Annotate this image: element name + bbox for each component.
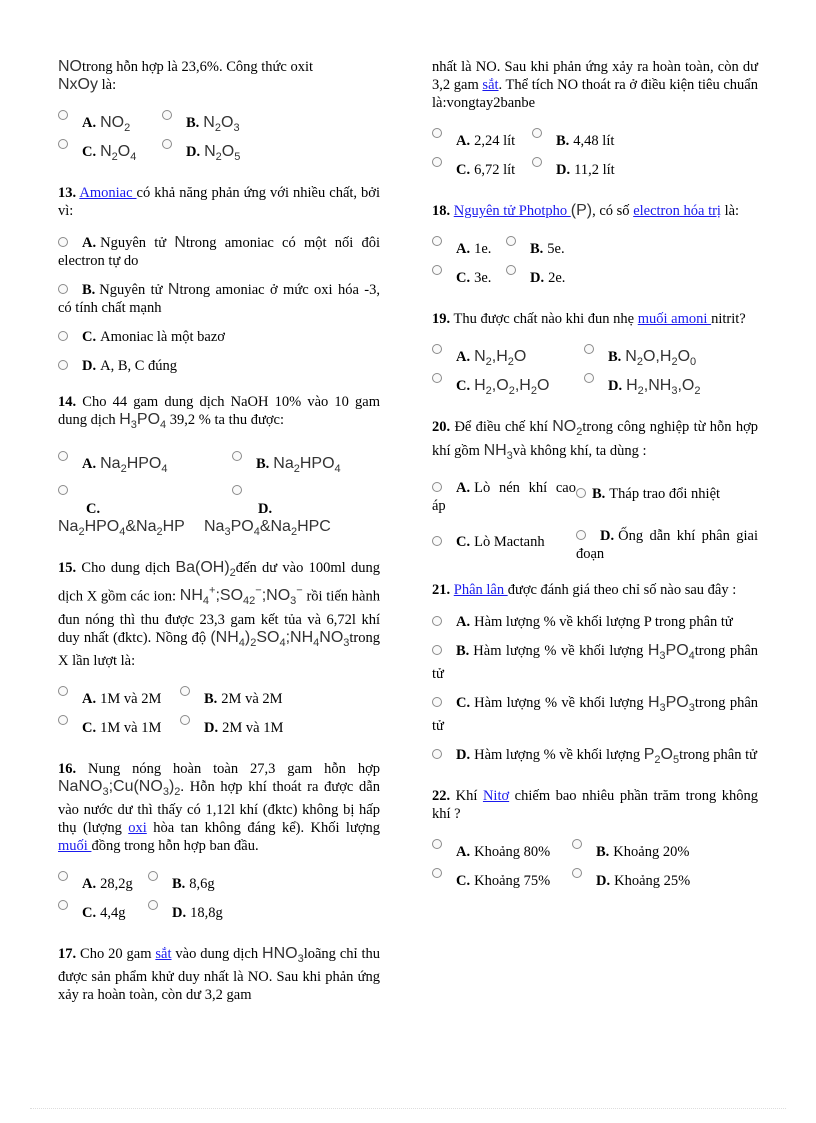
option-a[interactable]: A. $NO_2$ bbox=[58, 108, 162, 137]
radio-button[interactable] bbox=[180, 715, 190, 725]
option-b[interactable]: B. 8,6g bbox=[148, 869, 215, 893]
link-photpho[interactable]: Photpho bbox=[518, 203, 571, 219]
radio-button[interactable] bbox=[432, 236, 442, 246]
question-15: 15. Cho dung dịch $Ba(OH)_2đến$ dư vào 100ml dung dịch X gồm các ion: $NH_4^+;SO_{42}^-;NO_3^-$ rồi tiến hành đun nóng thì thu được 23,3 gam kết tủa và 6,72l khí duy nhất (đktc). Nồng độ $(NH_4)_2SO_4;NH_4NO_3trong$ X lần lượt là: bbox=[58, 558, 380, 669]
radio-button[interactable] bbox=[432, 344, 442, 354]
option-a[interactable]: A. $Na_2HPO_4$ bbox=[58, 449, 232, 478]
question-14: 14. Cho 44 gam dung dịch NaOH 10% vào 10 gam dung dịch $H_3PO_4$ 39,2 % ta thu được: bbox=[58, 394, 381, 432]
option-c[interactable]: C. 6,72 lít bbox=[432, 155, 532, 179]
option-a[interactable]: A. Lò nén khí cao áp bbox=[432, 479, 576, 514]
question-16: 16. Nung nóng hoàn toàn 27,3 gam hỗn hợp $NaNO_3;Cu(NO_3)_2$. Hỗn hợp khí thoát ra được dẫn vào nước dư thì thấy có 1,12l khí (đktc) không bị hấp thụ (lượng oxi hòa tan không đáng kể). Khối lượng muối đồng trong hỗn hợp ban đầu. bbox=[58, 760, 380, 855]
link-nguyen-tu[interactable]: Nguyên tử bbox=[453, 203, 519, 219]
option-d[interactable]: D. Hàm lượng % về khối lượng $P_2O_5trong$ phân tử bbox=[432, 746, 758, 769]
link-sat[interactable]: sắt bbox=[482, 77, 499, 93]
option-b[interactable]: B. $Na_2HPO_4$ bbox=[232, 449, 341, 478]
radio-button[interactable] bbox=[58, 331, 68, 341]
question-12-continuation: NOtrong hỗn hợp là 23,6%. Công thức oxit NxOy là: bbox=[58, 58, 313, 93]
link-phan-lan[interactable]: Phân lân bbox=[453, 581, 508, 598]
option-d[interactable]: D. $Na_3PO_4\&Na_2HPC$ bbox=[232, 482, 331, 541]
option-d[interactable]: D. 11,2 lít bbox=[532, 155, 615, 179]
radio-button[interactable] bbox=[58, 284, 68, 294]
question-17-part2: nhất là NO. Sau khi phản ứng xảy ra hoàn toàn, còn dư 3,2 gam sắt. Thể tích NO thoát ra ở điều kiện tiêu chuẩn là:vongtay2banbe bbox=[432, 59, 758, 111]
question-19-options bbox=[432, 342, 758, 400]
link-oxi[interactable]: oxi bbox=[128, 820, 147, 837]
question-17-options bbox=[432, 126, 758, 184]
question-18-options bbox=[432, 234, 758, 292]
question-17-part1: 17. Cho 20 gam sắt vào dung dịch $HNO_3loãng$ chỉ thu được sản phẩm khử duy nhất là NO. Sau khi phản ứng xảy ra hoàn toàn, còn dư 3,2 gam bbox=[58, 945, 380, 1004]
link-muoi-amoni[interactable]: muối amoni bbox=[637, 311, 712, 327]
option-c[interactable]: C. Khoảng 75% bbox=[432, 866, 572, 890]
option-b[interactable]: B. Tháp trao đổi nhiệt bbox=[576, 479, 720, 515]
formula: NO bbox=[58, 58, 82, 75]
radio-button[interactable] bbox=[572, 839, 582, 849]
question-13: 13. Amoniac có khả năng phản ứng với nhiều chất, bởi vì: bbox=[58, 185, 381, 220]
question-20-options bbox=[432, 479, 758, 563]
radio-button[interactable] bbox=[432, 373, 442, 383]
option-c[interactable]: C. Hàm lượng % về khối lượng $H_3PO_3trong$ phân tử bbox=[432, 693, 758, 735]
radio-button[interactable] bbox=[162, 139, 172, 149]
link-sat[interactable]: sắt bbox=[155, 946, 172, 963]
option-c[interactable]: C. Amoniac là một bazơ bbox=[58, 328, 380, 346]
option-d[interactable]: D. $H_2,NH_3,O_2$ bbox=[584, 371, 701, 400]
option-c[interactable]: C. $N_2O_4$ bbox=[58, 137, 162, 166]
radio-button[interactable] bbox=[58, 110, 68, 120]
option-a[interactable]: A. Nguyên tử Ntrong amoniac có một nối đôi electron tự do bbox=[58, 234, 380, 270]
radio-button[interactable] bbox=[584, 373, 594, 383]
question-20: 20. Để điều chế khí $NO_2trong$ công nghiệp từ hỗn hợp khí gồm $NH_3và$ không khí, ta dùng : bbox=[432, 418, 759, 462]
link-amoniac[interactable]: Amoniac bbox=[79, 185, 137, 202]
radio-button[interactable] bbox=[58, 715, 68, 725]
radio-button[interactable] bbox=[432, 697, 442, 707]
radio-button[interactable] bbox=[532, 157, 542, 167]
page-bottom-divider bbox=[30, 1108, 786, 1109]
question-21: 21. Phân lân được đánh giá theo chỉ số nào sau đây : bbox=[432, 581, 737, 598]
radio-button[interactable] bbox=[432, 839, 442, 849]
radio-button[interactable] bbox=[576, 488, 586, 498]
formula: NxOy bbox=[58, 76, 98, 93]
question-14-options bbox=[58, 449, 380, 541]
radio-button[interactable] bbox=[432, 265, 442, 275]
option-a[interactable]: A. Khoảng 80% bbox=[432, 837, 572, 861]
radio-button[interactable] bbox=[162, 110, 172, 120]
option-d[interactable]: D. $N_2O_5$ bbox=[162, 137, 240, 166]
radio-button[interactable] bbox=[532, 128, 542, 138]
option-a[interactable]: A. $N_2,H_2O$ bbox=[432, 342, 584, 371]
radio-button[interactable] bbox=[58, 871, 68, 881]
radio-button[interactable] bbox=[432, 536, 442, 546]
question-21-options bbox=[432, 613, 758, 770]
option-a[interactable]: A. 28,2g bbox=[58, 869, 148, 893]
radio-button[interactable] bbox=[432, 128, 442, 138]
radio-button[interactable] bbox=[432, 868, 442, 878]
option-b[interactable]: B. 4,48 lít bbox=[532, 126, 614, 150]
radio-button[interactable] bbox=[58, 900, 68, 910]
question-13-options bbox=[58, 234, 380, 375]
radio-button[interactable] bbox=[180, 686, 190, 696]
option-d[interactable]: D. 2M và 1M bbox=[180, 713, 283, 737]
link-electron-hoa-tri[interactable]: electron hóa trị bbox=[633, 203, 721, 219]
question-22: 22. Khí Nitơ chiếm bao nhiêu phần trăm trong không khí ? bbox=[432, 788, 759, 823]
option-a[interactable]: A. Hàm lượng % về khối lượng P trong phân tử bbox=[432, 613, 758, 631]
radio-button[interactable] bbox=[58, 485, 68, 495]
radio-button[interactable] bbox=[432, 157, 442, 167]
option-b[interactable]: B. $N_2O,H_2O_0$ bbox=[584, 342, 696, 371]
radio-button[interactable] bbox=[506, 236, 516, 246]
option-c[interactable]: C. 3e. bbox=[432, 263, 506, 287]
left-column bbox=[58, 58, 381, 1004]
option-c[interactable]: C. 4,4g bbox=[58, 898, 148, 922]
radio-button[interactable] bbox=[148, 871, 158, 881]
option-c[interactable]: C. Lò Mactanh bbox=[432, 527, 576, 563]
option-d[interactable]: D. 2e. bbox=[506, 263, 565, 287]
option-d[interactable]: D. Ống dẫn khí phân giai đoạn bbox=[576, 527, 758, 562]
link-muoi[interactable]: muối bbox=[58, 838, 92, 855]
radio-button[interactable] bbox=[432, 482, 442, 492]
option-b[interactable]: B. 2M và 2M bbox=[180, 684, 283, 708]
radio-button[interactable] bbox=[432, 749, 442, 759]
radio-button[interactable] bbox=[148, 900, 158, 910]
option-d[interactable]: D. 18,8g bbox=[148, 898, 223, 922]
radio-button[interactable] bbox=[232, 451, 242, 461]
radio-button[interactable] bbox=[572, 868, 582, 878]
radio-button[interactable] bbox=[232, 485, 242, 495]
option-c[interactable]: C. $Na_2HPO_4\&Na_2HP$ bbox=[58, 482, 232, 541]
radio-button[interactable] bbox=[584, 344, 594, 354]
radio-button[interactable] bbox=[432, 616, 442, 626]
question-15-options bbox=[58, 684, 380, 742]
right-column bbox=[432, 58, 758, 913]
option-a[interactable]: A. 1e. bbox=[432, 234, 506, 258]
link-nito[interactable]: Nitơ bbox=[482, 788, 510, 805]
option-c[interactable]: C. $H_2,O_2,H_2O$ bbox=[432, 371, 584, 400]
radio-button[interactable] bbox=[58, 360, 68, 370]
question-12-options bbox=[58, 108, 380, 166]
question-22-options bbox=[432, 837, 758, 895]
option-b[interactable]: B. $N_2O_3$ bbox=[162, 108, 240, 137]
radio-button[interactable] bbox=[576, 530, 586, 540]
option-d[interactable]: D. A, B, C đúng bbox=[58, 357, 380, 375]
option-a[interactable]: A. 1M và 2M bbox=[58, 684, 180, 708]
radio-button[interactable] bbox=[58, 686, 68, 696]
question-16-options bbox=[58, 869, 380, 927]
option-b[interactable]: B. Khoảng 20% bbox=[572, 837, 689, 861]
radio-button[interactable] bbox=[506, 265, 516, 275]
question-18: 18. Nguyên tử Photpho (P), có số electron hóa trị là: bbox=[432, 202, 740, 219]
option-b[interactable]: B. Nguyên tử Ntrong amoniac ở mức oxi hóa -3, có tính chất mạnh bbox=[58, 281, 381, 317]
radio-button[interactable] bbox=[58, 139, 68, 149]
option-d[interactable]: D. Khoảng 25% bbox=[572, 866, 690, 890]
option-a[interactable]: A. 2,24 lít bbox=[432, 126, 532, 150]
radio-button[interactable] bbox=[58, 451, 68, 461]
question-19: 19. Thu được chất nào khi đun nhẹ muối amoni nitrit? bbox=[432, 311, 746, 327]
radio-button[interactable] bbox=[432, 645, 442, 655]
option-b[interactable]: B. 5e. bbox=[506, 234, 565, 258]
radio-button[interactable] bbox=[58, 237, 68, 247]
option-c[interactable]: C. 1M và 1M bbox=[58, 713, 180, 737]
option-b[interactable]: B. Hàm lượng % về khối lượng $H_3PO_4trong$ phân tử bbox=[432, 641, 759, 682]
